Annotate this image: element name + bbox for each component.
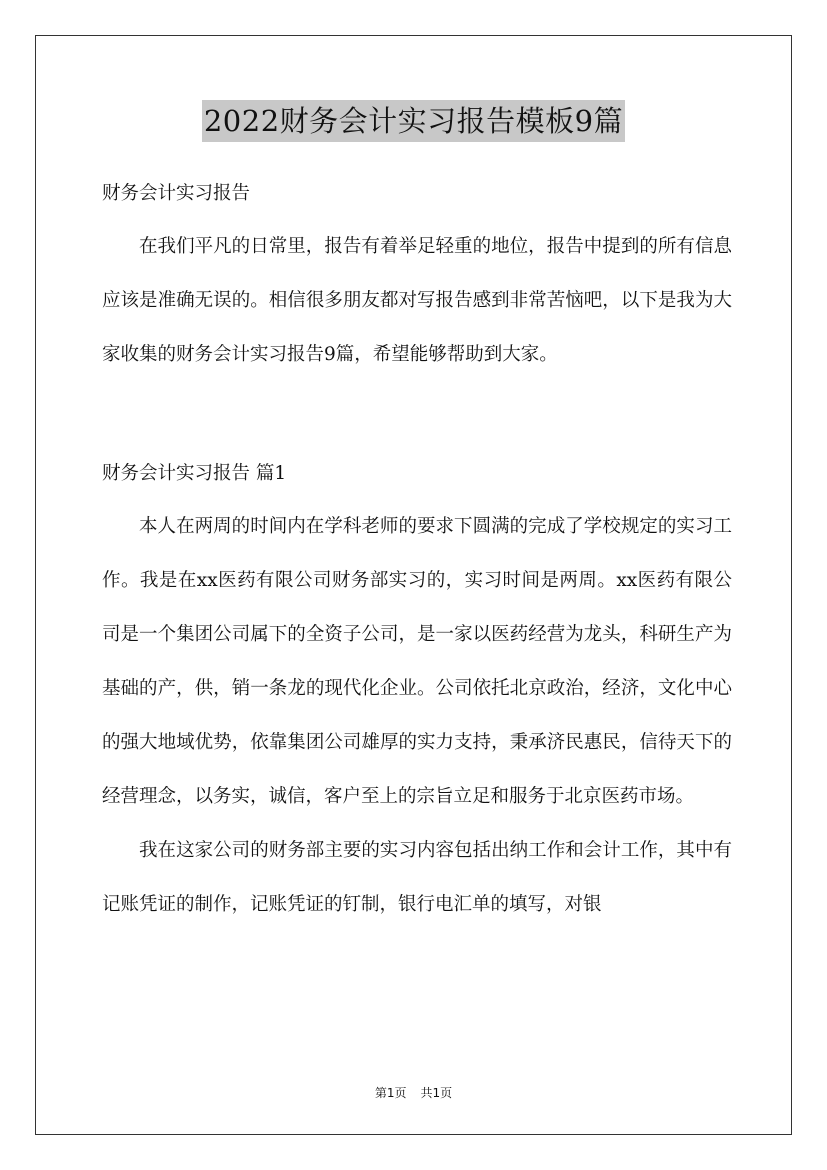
intro-heading: 财务会计实习报告 — [102, 183, 251, 204]
document-body — [102, 168, 732, 932]
page-total: 共1页 — [420, 1086, 453, 1100]
intro-paragraph: 在我们平凡的日常里，报告有着举足轻重的地位，报告中提到的所有信息应该是准确无误的。相信很多朋友都对写报告感到非常苦恼吧，以下是我为大家收集的财务会计实习报告9篇，希望能够帮助到大家。 — [102, 236, 732, 365]
section1-paragraph-2: 我在这家公司的财务部主要的实习内容包括出纳工作和会计工作，其中有记账凭证的制作，记账凭证的钉制，银行电汇单的填写，对银 — [102, 840, 732, 915]
title-container — [0, 100, 827, 142]
section-spacer — [102, 382, 732, 448]
page-footer — [0, 1084, 827, 1101]
document-title: 2022财务会计实习报告模板9篇 — [202, 100, 625, 142]
section1-paragraph-1: 本人在两周的时间内在学科老师的要求下圆满的完成了学校规定的实习工作。我是在xx医药有限公司财务部实习的，实习时间是两周。xx医药有限公司是一个集团公司属下的全资子公司，是一家以医药经营为龙头，科研生产为基础的产，供，销一条龙的现代化企业。公司依托北京政治，经济，文化中心的强大地域优势，依靠集团公司雄厚的实力支持，秉承济民惠民，信待天下的经营理念，以务实，诚信，客户至上的宗旨立足和服务于北京医药市场。 — [102, 516, 732, 807]
page-number: 第1页 — [374, 1086, 407, 1100]
section1-heading: 财务会计实习报告 篇1 — [102, 463, 287, 484]
